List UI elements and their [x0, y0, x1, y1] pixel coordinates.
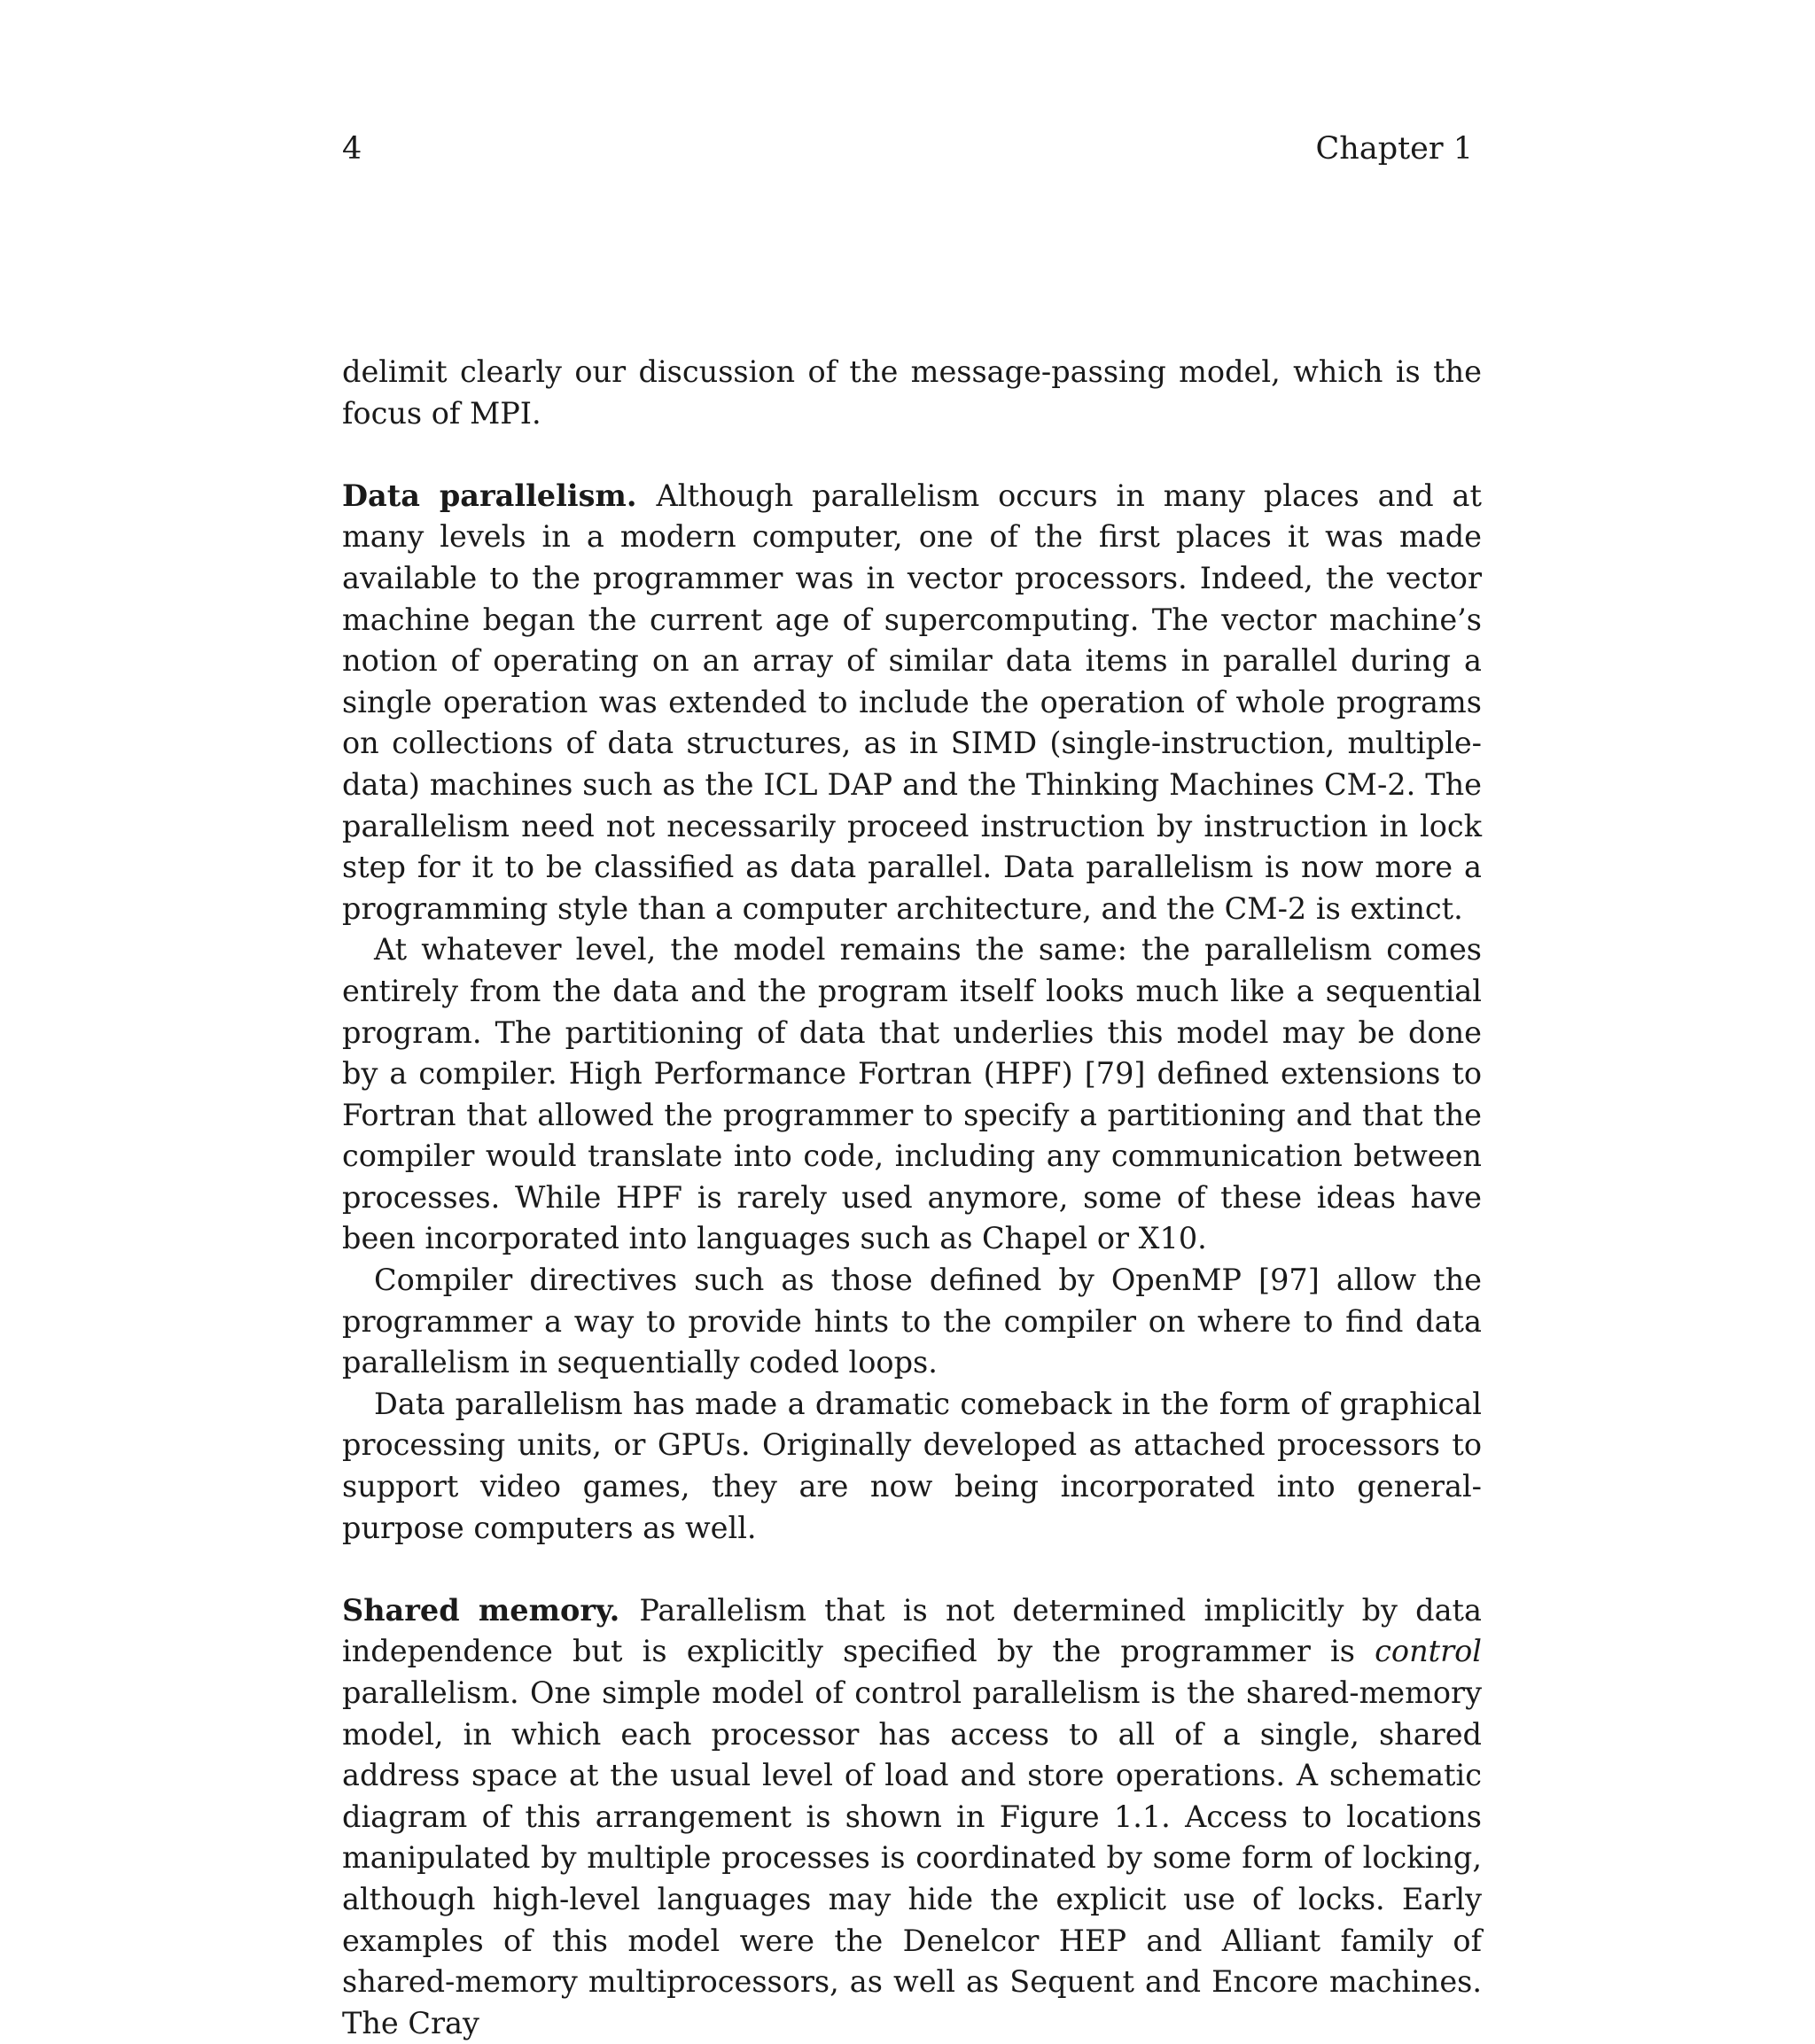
section-heading-data-parallelism: Data parallelism. [342, 478, 637, 513]
paragraph-gpus: Data parallelism has made a dramatic comeback in the form of graphical processing units, or GPUs. Originally developed as attached processors to support video games, they are now being incorporated into general-purpose computers as well. [342, 1386, 1482, 1545]
paragraph-text-after-emphasis: parallelism. One simple model of control parallelism is the shared-memory model, in which each processor has access to all of a single, shared address space at the usual level of load and store operations. A schematic diagram of this arrangement is shown in Figure 1.1. Access to locations manipulated by multiple processes is coordinated by some form of locking, although high-level languages may hide the explicit use of locks. Early examples of this model were the Denelcor HEP and Alliant family of shared-memory multiprocessors, as well as Sequent and Encore machines. The Cray [342, 1675, 1482, 2040]
paragraph-shared-memory [342, 1590, 1482, 2044]
paragraph-text: Although parallelism occurs in many places and at many levels in a modern computer, one of the first places it was made available to the programmer was in vector processors. Indeed, the vector machine began the current age of supercomputing. The vector machine’s notion of operating on an array of similar data items in parallel during a single operation was extended to include the operation of whole programs on collections of data structures, as in SIMD (single-instruction, multiple-data) machines such as the ICL DAP and the Thinking Machines CM-2. The parallelism need not necessarily proceed instruction by instruction in lock step for it to be classified as data parallel. Data parallelism is now more a programming style than a computer architecture, and the CM-2 is extinct. [342, 478, 1482, 926]
paragraph-model-level: At whatever level, the model remains the same: the parallelism comes entirely from the data and the program itself looks much like a sequential program. The partitioning of data that underlies this model may be done by a compiler. High Performance Fortran (HPF) [79] defined extensions to Fortran that allowed the programmer to specify a partitioning and that the compiler would translate into code, including any communication between processes. While HPF is rarely used anymore, some of these ideas have been incorporated into languages such as Chapel or X10. [342, 932, 1482, 1256]
paragraph-continuation: delimit clearly our discussion of the message-passing model, which is the focus of MPI. [342, 354, 1482, 431]
paragraph-compiler-directives: Compiler directives such as those defined by OpenMP [97] allow the programmer a way to provide hints to the compiler on where to find data parallelism in sequentially coded loops. [342, 1263, 1482, 1380]
page-number: 4 [342, 131, 362, 167]
emphasized-term: control [1375, 1634, 1483, 1669]
body-text [342, 352, 1482, 2044]
chapter-label: Chapter 1 [1315, 131, 1473, 167]
section-heading-shared-memory: Shared memory. [342, 1592, 620, 1628]
paragraph-data-parallelism [342, 476, 1482, 930]
paragraph-text-before-emphasis: Parallelism that is not determined implicitly by data independence but is explicitly specified by the programmer is [342, 1592, 1482, 1669]
